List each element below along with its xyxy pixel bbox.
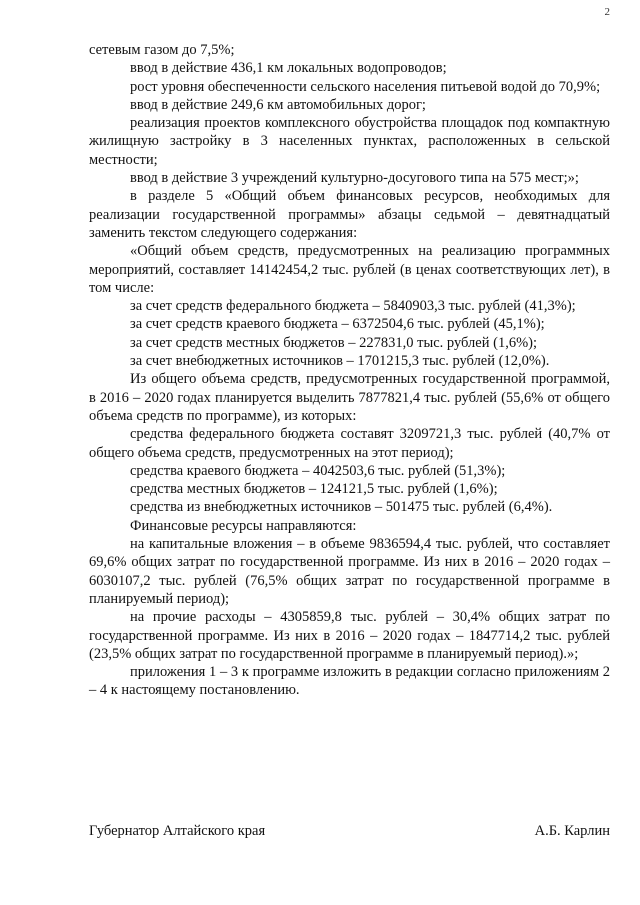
- paragraph: реализация проектов комплексного обустройства площадок под компактную жилищную застройку в 3 населенных пунктах, расположенных в сельской местности;: [89, 115, 610, 168]
- signatory-name: А.Б. Карлин: [534, 823, 610, 839]
- paragraph: средства из внебюджетных источников – 501475 тыс. рублей (6,4%).: [130, 499, 553, 516]
- paragraph: сетевым газом до 7,5%;: [89, 42, 235, 58]
- paragraph: на капитальные вложения – в объеме 9836594,4 тыс. рублей, что составляет 69,6% общих затрат по государственной программе. Из них в 2016 – 2020 годах – 6030107,2 тыс. рублей (76,5% общих затрат по государственной программе в планируемый период);: [89, 536, 610, 607]
- page-number: 2: [604, 6, 610, 18]
- paragraph: на прочие расходы – 4305859,8 тыс. рублей – 30,4% общих затрат по государственной программе. Из них в 2016 – 2020 годах – 1847714,2 тыс. рублей (23,5% общих затрат по государственной программе в планируемый период).»;: [89, 609, 610, 662]
- paragraph: ввод в действие 3 учреждений культурно-досугового типа на 575 мест;»;: [130, 170, 579, 187]
- paragraph: за счет средств местных бюджетов – 227831,0 тыс. рублей (1,6%);: [130, 334, 537, 351]
- paragraph: Из общего объема средств, предусмотренных государственной программой, в 2016 – 2020 годах планируется выделить 7877821,4 тыс. рублей (55,6% от общего объема средств по программе), из которых:: [89, 371, 610, 424]
- paragraph: за счет внебюджетных источников – 1701215,3 тыс. рублей (12,0%).: [130, 353, 550, 370]
- paragraph: в разделе 5 «Общий объем финансовых ресурсов, необходимых для реализации государственной программы» абзацы седьмой – девятнадцатый заменить текстом следующего содержания:: [89, 188, 610, 241]
- paragraph: средства федерального бюджета составят 3209721,3 тыс. рублей (40,7% от общего объема средств, предусмотренных на этот период);: [89, 426, 610, 461]
- paragraph: приложения 1 – 3 к программе изложить в редакции согласно приложениям 2 – 4 к настоящему постановлению.: [89, 664, 610, 699]
- document-body: [89, 41, 610, 700]
- paragraph: средства краевого бюджета – 4042503,6 тыс. рублей (51,3%);: [130, 462, 506, 479]
- signature-block: [89, 822, 610, 840]
- paragraph: за счет средств федерального бюджета – 5840903,3 тыс. рублей (41,3%);: [130, 298, 576, 315]
- paragraph: рост уровня обеспеченности сельского населения питьевой водой до 70,9%;: [130, 78, 601, 95]
- paragraph: ввод в действие 436,1 км локальных водопроводов;: [130, 60, 447, 77]
- paragraph: средства местных бюджетов – 124121,5 тыс. рублей (1,6%);: [130, 481, 498, 498]
- paragraph: ввод в действие 249,6 км автомобильных дорог;: [130, 96, 426, 113]
- paragraph: за счет средств краевого бюджета – 6372504,6 тыс. рублей (45,1%);: [130, 316, 545, 333]
- paragraph: «Общий объем средств, предусмотренных на реализацию программных мероприятий, составляет 14142454,2 тыс. рублей (в ценах соответствующих лет), в том числе:: [89, 243, 610, 296]
- paragraph: Финансовые ресурсы направляются:: [130, 517, 357, 534]
- signatory-position: Губернатор Алтайского края: [89, 823, 266, 839]
